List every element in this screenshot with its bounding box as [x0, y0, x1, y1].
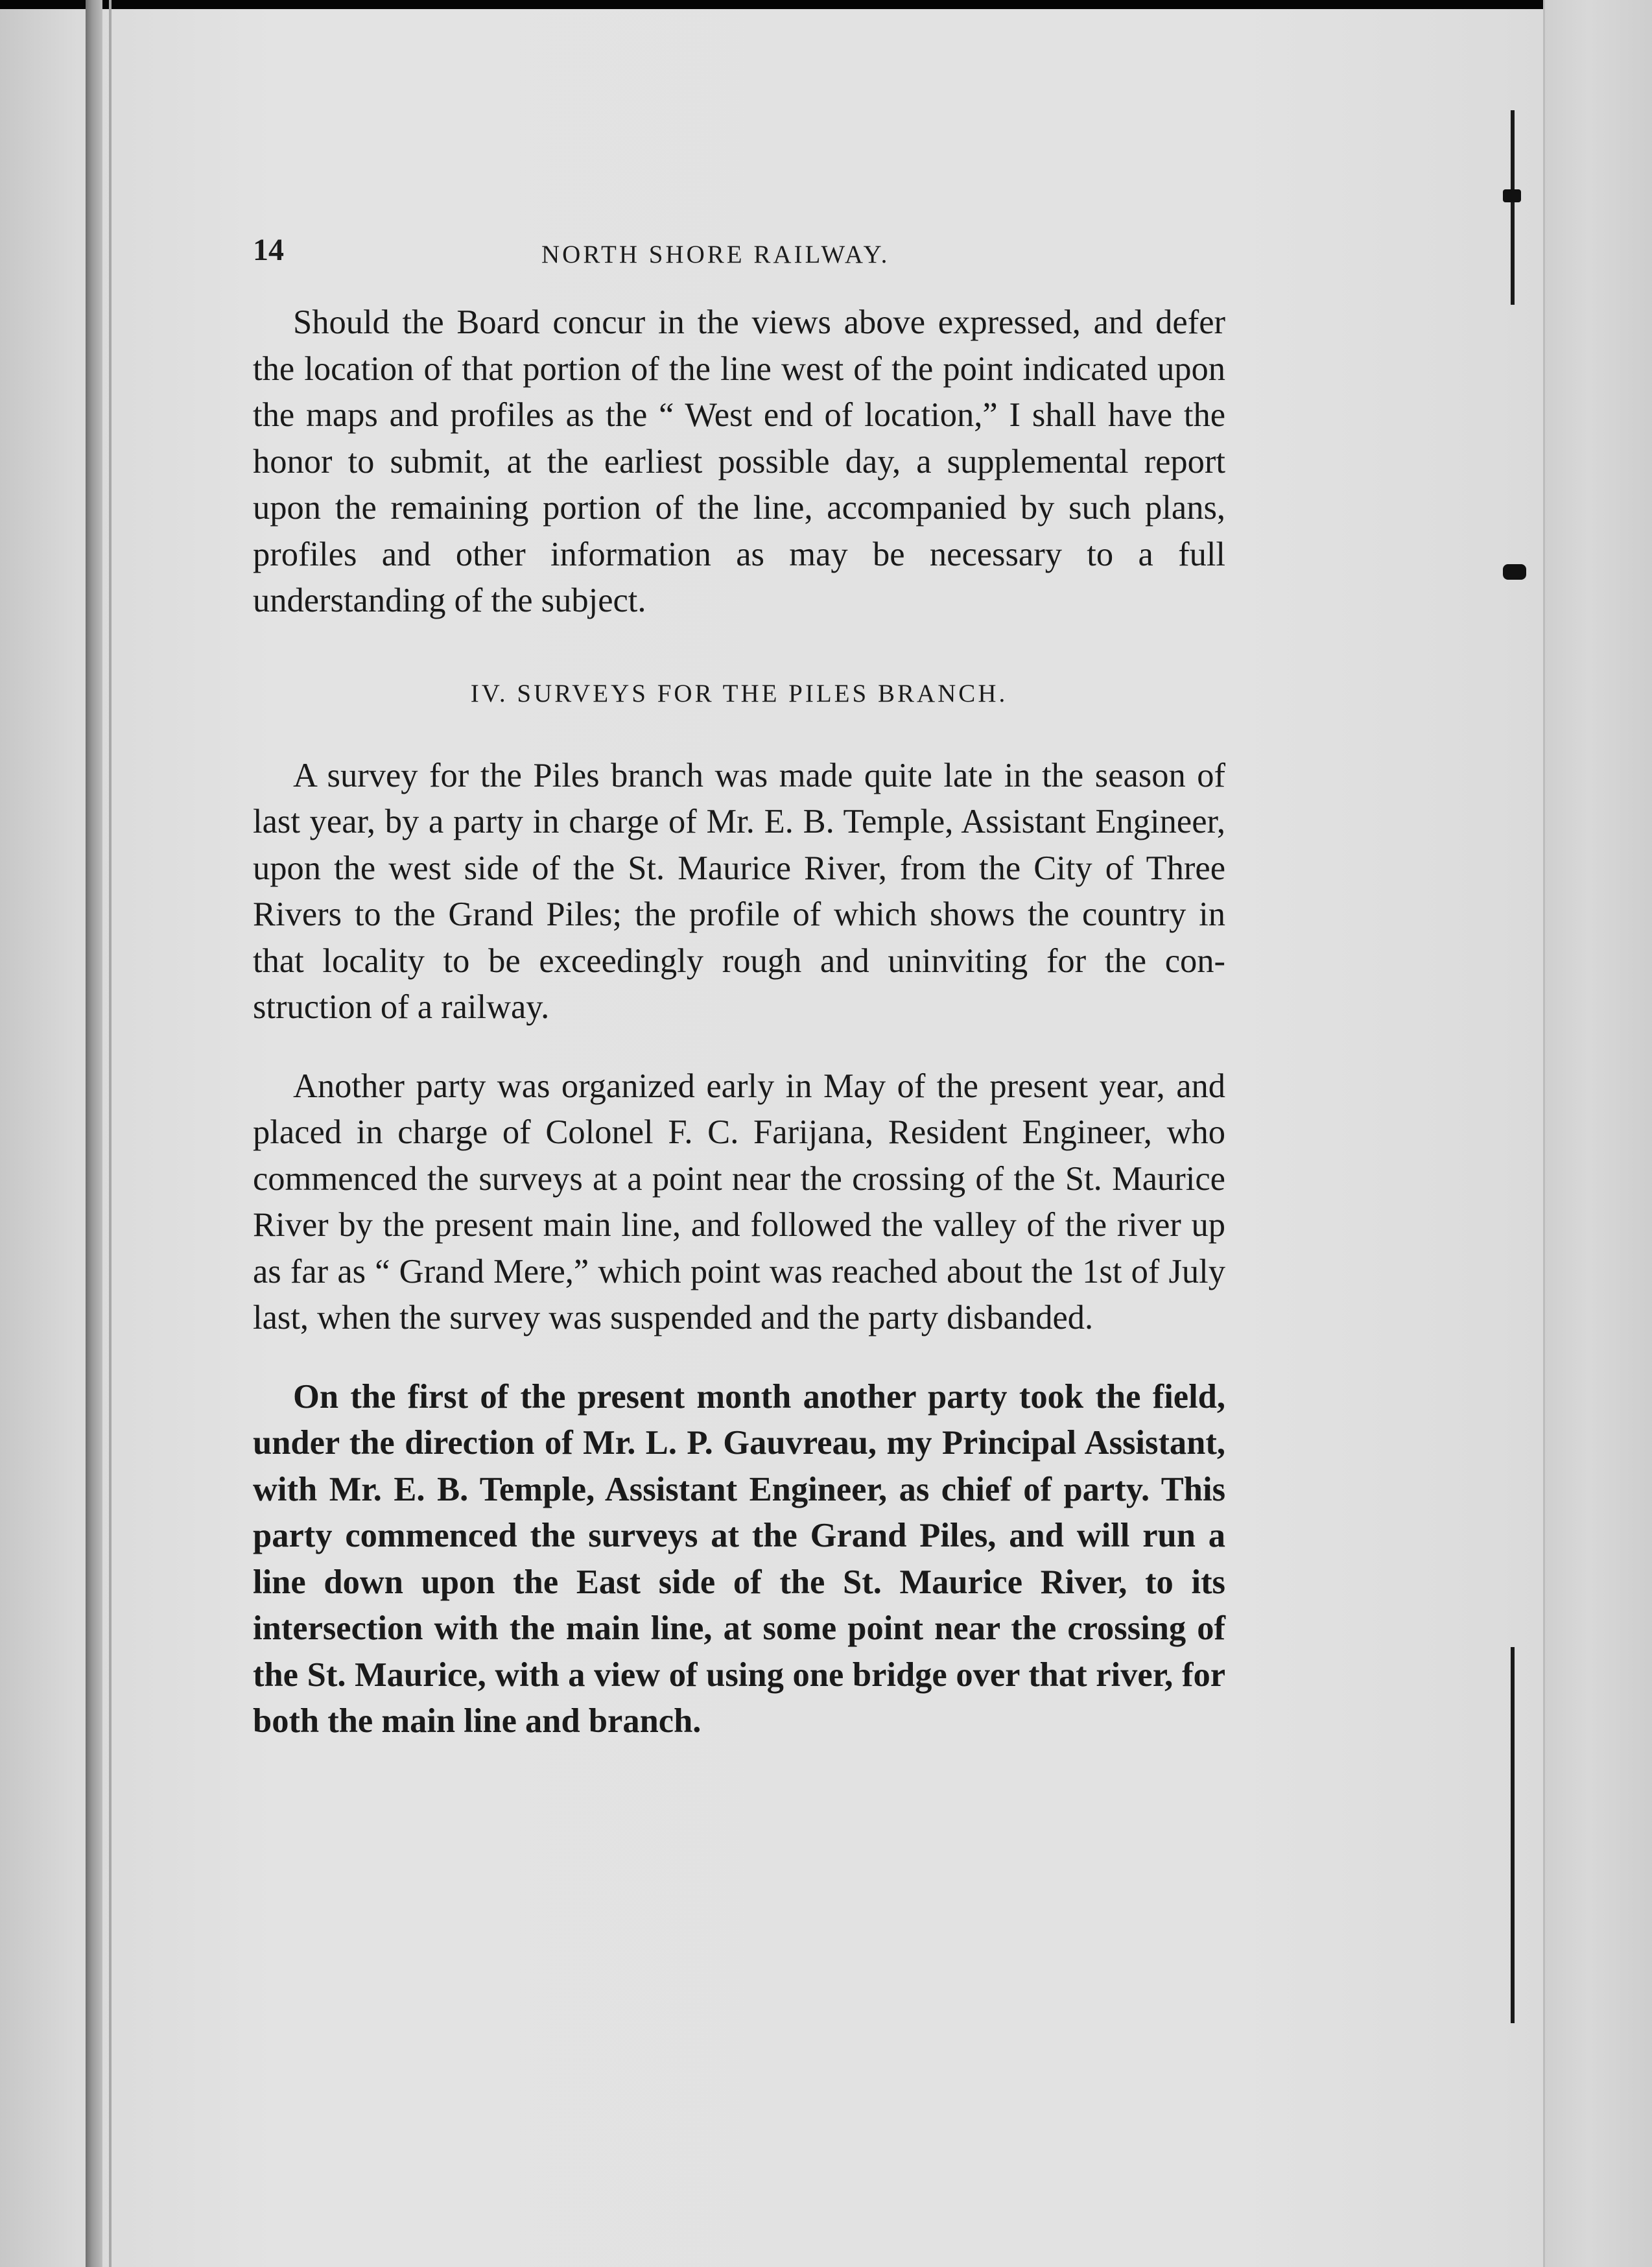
page-header [246, 232, 1251, 271]
running-head: NORTH SHORE RAILWAY. [541, 241, 890, 268]
facing-page-mark [1511, 1647, 1515, 2023]
facing-page-mark [1503, 564, 1526, 580]
body-paragraph: Another party was organized early in May of the present year, and placed in charge of Colonel F. C. Farijana, Resident Engineer, who commenced the surveys at a point near the crossing of the St. Maurice River by the present main line, and followed the valley of the river up as far as “ Grand Mere,” which point was reached about the 1st of July last, when the survey was suspended and the party disbanded. [253, 1067, 1225, 1336]
scan-top-border [0, 0, 1652, 9]
facing-page-mark [1503, 189, 1521, 202]
facing-page-mark [1511, 110, 1515, 305]
body-paragraph: A survey for the Piles branch was made quite late in the season of last year, by a party in charge of Mr. E. B. Temple, Assistant Engineer, upon the west side of the St. Maurice River, from the City of Three Rivers to the Grand Piles; the profile of which shows the country in that locality to be exceedingly rough and uninviting for the construction of a railway. [253, 756, 1225, 1026]
body-paragraph: On the first of the present month another party took the field, under the direction of Mr. L. P. Gauvreau, my Principal Assistant, with Mr. E. B. Temple, Assistant Engineer, as chief of party. This party commenced the surveys at the Grand Piles, and will run a line down upon the East side of the St. Maurice River, to its intersection with the main line, at some point near the crossing of the St. Maurice, with a view of using one bridge over that river, for both the main line and branch. [253, 1377, 1225, 1740]
page-number: 14 [253, 233, 284, 267]
book-gutter-edge [86, 0, 102, 2267]
book-gutter-line [109, 0, 112, 2267]
facing-page-edge [1543, 0, 1652, 2267]
section-heading: IV. SURVEYS FOR THE PILES BRANCH. [470, 679, 1008, 707]
body-paragraph: Should the Board concur in the views above expressed, and defer the location of that portion of the line west of the point indicated upon the maps and profiles as the “ West end of location,” I shall have the honor to submit, at the earliest possible day, a supplemental report upon the remaining portion of the line, accompanied by such plans, profiles and other information as may be necessary to a full understanding of the subject. [253, 303, 1225, 619]
page-body [253, 300, 1225, 1745]
